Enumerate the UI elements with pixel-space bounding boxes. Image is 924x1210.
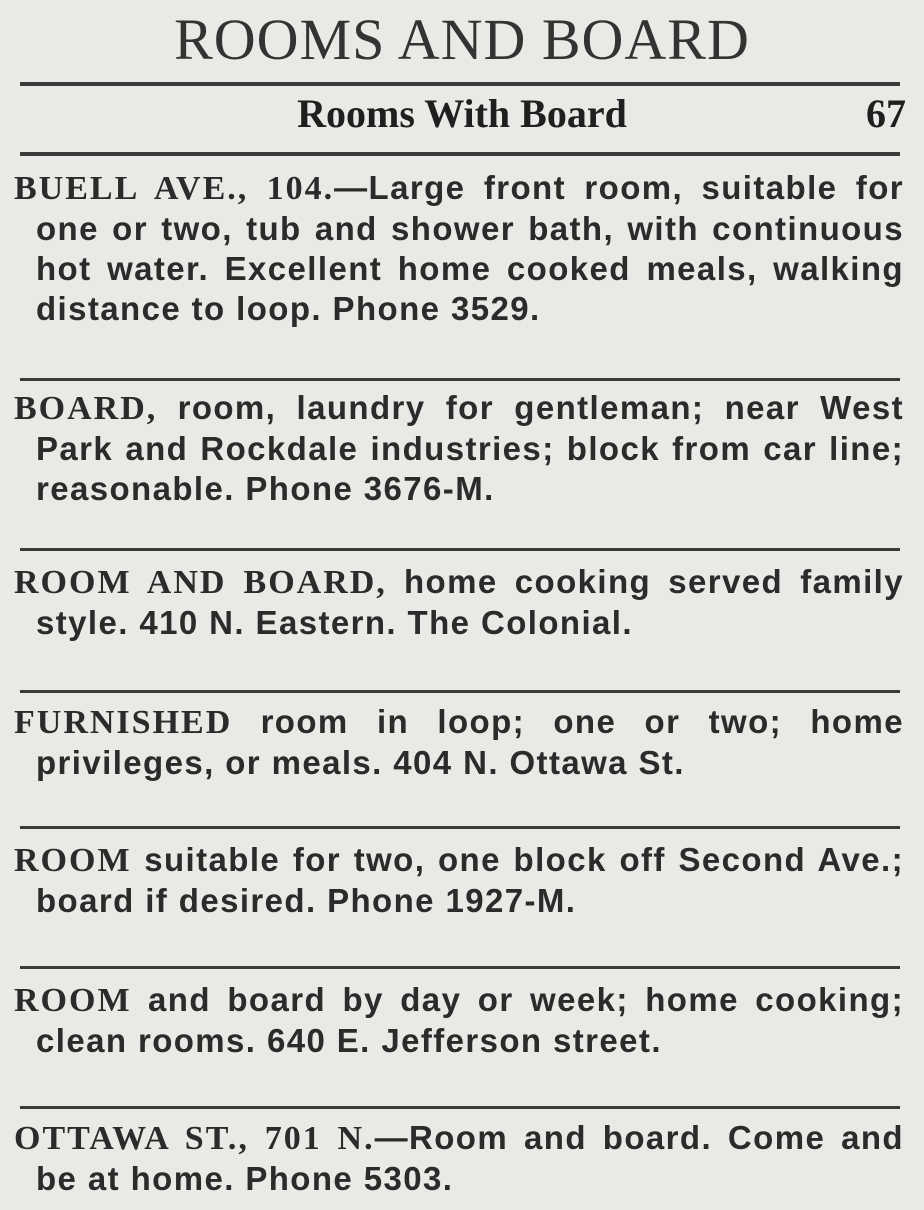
ad-lead: OTTAWA ST., 701 N. (14, 1120, 375, 1157)
ad-listing (14, 702, 904, 783)
ad-listing (14, 388, 904, 509)
section-title: ROOMS AND BOARD (174, 7, 750, 72)
ad-body: —Room and board. Come and be at home. Phone 5303. (36, 1119, 904, 1197)
ad-lead: FURNISHED (14, 704, 233, 741)
divider (20, 378, 900, 381)
ad-listing (14, 168, 904, 329)
divider (20, 826, 900, 829)
ad-listing (14, 840, 904, 921)
ad-body: —Large front room, suitable for one or two, tub and shower bath, with continuous hot water. Excellent home cooked meals, walking distance to loop. Phone 3529. (36, 169, 904, 327)
divider (20, 152, 900, 156)
ad-listing (14, 1118, 904, 1199)
ad-lead: ROOM (14, 982, 132, 1019)
divider (20, 690, 900, 693)
ad-body: suitable for two, one block off Second Ave.; board if desired. Phone 1927-M. (36, 841, 904, 919)
ad-lead: ROOM AND BOARD, (14, 564, 387, 601)
ad-lead: BUELL AVE., 104. (14, 170, 335, 207)
ad-body: home cooking served family style. 410 N. Eastern. The Colonial. (36, 563, 904, 641)
ad-body: and board by day or week; home cooking; clean rooms. 640 E. Jefferson street. (36, 981, 904, 1059)
ad-body: room, laundry for gentleman; near West Park and Rockdale industries; block from car line; reasonable. Phone 3676-M. (36, 389, 904, 507)
divider (20, 1106, 900, 1109)
ad-lead: ROOM (14, 842, 132, 879)
ad-listing (14, 562, 904, 643)
ad-body: room in loop; one or two; home privileges, or meals. 404 N. Ottawa St. (36, 703, 904, 781)
divider (20, 548, 900, 551)
classification-number: 67 (866, 91, 906, 136)
classification-title: Rooms With Board (297, 91, 627, 136)
ad-lead: BOARD, (14, 390, 158, 427)
ad-listing (14, 980, 904, 1061)
divider (20, 966, 900, 969)
classification-header (0, 86, 924, 142)
